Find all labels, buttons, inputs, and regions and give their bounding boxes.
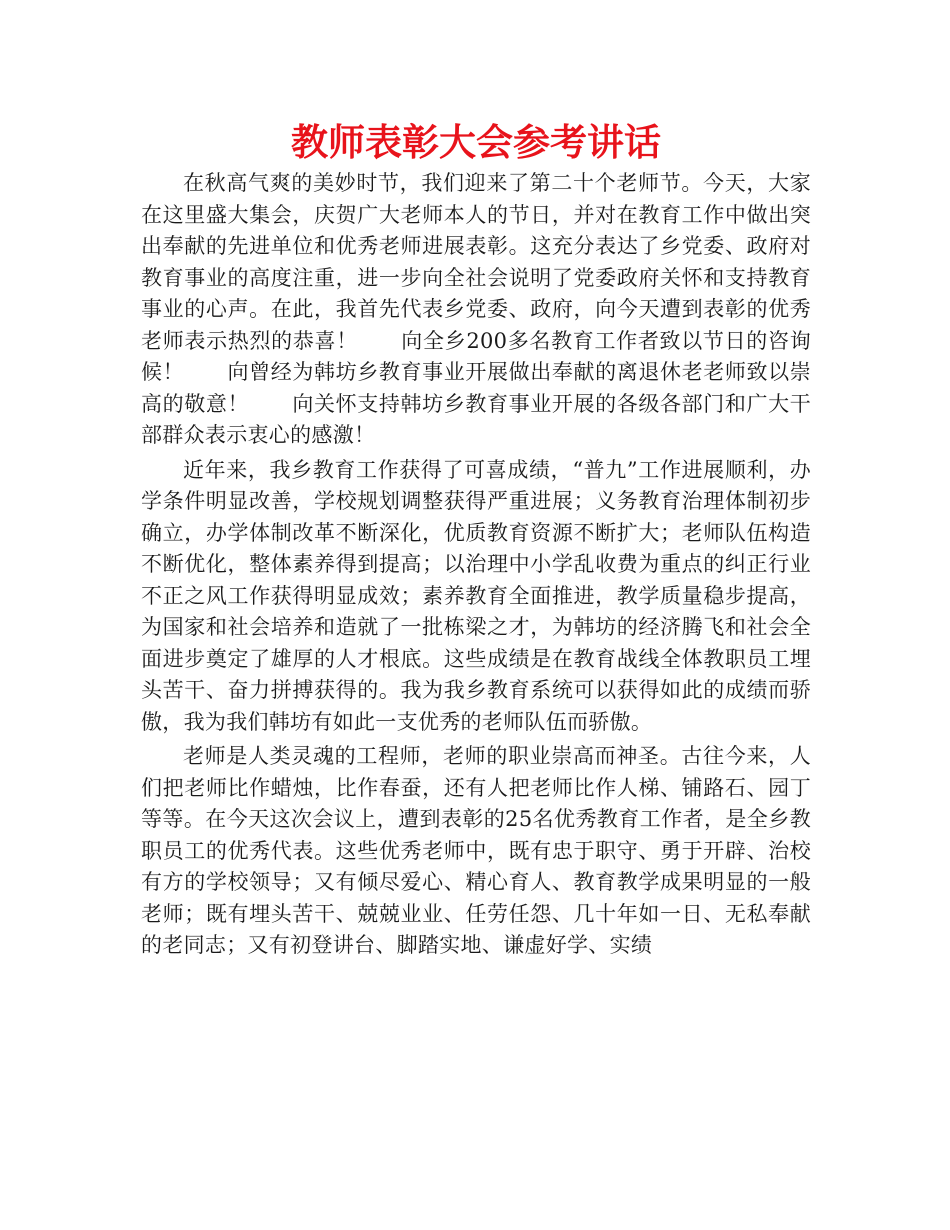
document-page xyxy=(141,118,811,962)
paragraph-3: 老师是人类灵魂的工程师，老师的职业崇高而神圣。古往今来，人们把老师比作蜡烛，比作春蚕，还有人把老师比作人梯、铺路石、园丁等等。在今天这次会议上，遭到表彰的25名优秀教育工作者，是全乡教职员工的优秀代表。这些优秀老师中，既有忠于职守、勇于开辟、治校有方的学校领导；又有倾尽爱心、精心育人、教育教学成果明显的一般老师；既有埋头苦干、兢兢业业、任劳任怨、几十年如一日、无私奉献的老同志；又有初登讲台、脚踏实地、谦虚好学、实绩 xyxy=(141,744,811,957)
paragraph-1: 在秋高气爽的美妙时节，我们迎来了第二十个老师节。今天，大家在这里盛大集会，庆贺广大老师本人的节日，并对在教育工作中做出突出奉献的先进单位和优秀老师进展表彰。这充分表达了乡党委、政府对教育事业的高度注重，进一步向全社会说明了党委政府关怀和支持教育事业的心声。在此，我首先代表乡党委、政府，向今天遭到表彰的优秀老师表示热烈的恭喜！ 向全乡200多名教育工作者致以节日的咨询候！ 向曾经为韩坊乡教育事业开展做出奉献的离退休老老师致以崇高的敬意！ 向关怀支持韩坊乡教育事业开展的各级各部门和广大干部群众表示衷心的感激！ xyxy=(141,171,811,447)
document-title: 教师表彰大会参考讲话 xyxy=(291,121,661,164)
paragraph-2: 近年来，我乡教育工作获得了可喜成绩，“普九”工作进展顺利，办学条件明显改善，学校规划调整获得严重进展；义务教育治理体制初步确立，办学体制改革不断深化，优质教育资源不断扩大；老师队伍构造不断优化，整体素养得到提高；以治理中小学乱收费为重点的纠正行业不正之风工作获得明显成效；素养教育全面推进，教学质量稳步提高，为国家和社会培养和造就了一批栋梁之才，为韩坊的经济腾飞和社会全面进步奠定了雄厚的人才根底。这些成绩是在教育战线全体教职员工埋头苦干、奋力拼搏获得的。我为我乡教育系统可以获得如此的成绩而骄傲，我为我们韩坊有如此一支优秀的老师队伍而骄傲。 xyxy=(141,457,811,734)
